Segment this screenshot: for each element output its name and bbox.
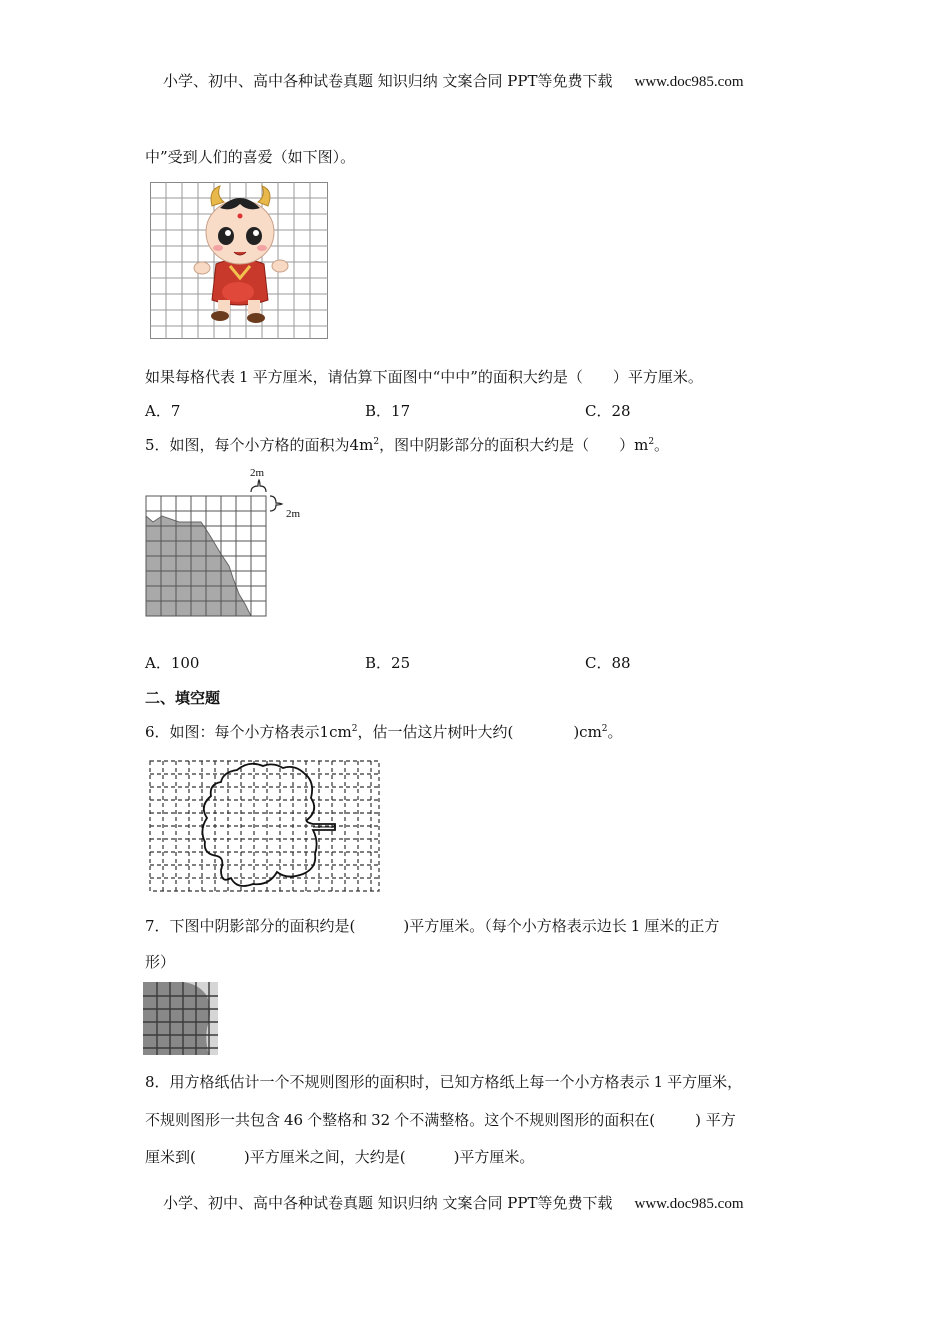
q6-mid: ，估一估这片树叶大约(: [357, 723, 514, 741]
q5-option-b[interactable]: B．25: [365, 654, 411, 672]
q4-question-pre: 如果每格代表: [145, 368, 236, 386]
q5-mid: ，图中阴影部分的面积大约是（: [379, 436, 590, 454]
q7-question-line2: 形）: [145, 953, 176, 971]
q5-option-c[interactable]: C．88: [585, 654, 631, 672]
q5-option-a[interactable]: A．100: [145, 654, 200, 672]
q4-question-mid: 平方厘米，请估算下面图中“中中”的面积大约是（: [252, 368, 583, 386]
q6-pre: 6．如图：每个小方格表示: [145, 723, 320, 741]
q6-end: 。: [607, 723, 623, 741]
q6-leaf-grid-figure: [147, 758, 383, 894]
q7-line1-end: 厘米的正方: [644, 917, 720, 935]
q4-intro: 中”受到人们的喜爱（如下图）。: [145, 148, 356, 166]
q7-shaded-photo-figure: [143, 982, 218, 1055]
q5-side-brace: [270, 496, 282, 511]
q6-leaf-outline: [202, 764, 335, 886]
q8-line2-n2: 32: [371, 1111, 391, 1129]
q4-option-c[interactable]: C．28: [585, 402, 631, 420]
page-footer: [163, 1192, 744, 1213]
q7-shaded-region: [143, 982, 210, 1055]
q5-question: [145, 434, 669, 455]
q7-line1-post: )平方厘米。（每个小方格表示边长: [403, 917, 627, 935]
q8-line2-pre: 不规则图形一共包含: [145, 1111, 281, 1129]
q8-line3-b: )平方厘米之间，大约是(: [243, 1148, 406, 1166]
footer-text: 小学、初中、高中各种试卷真题 知识归纳 文案合同 PPT等免费下载: [163, 1194, 613, 1212]
page-header: [163, 70, 744, 91]
q5-label-side: 2m: [286, 508, 301, 520]
q4-option-a[interactable]: A．7: [145, 402, 181, 420]
q8-line1-num: 1: [653, 1073, 664, 1091]
q5-unit: 4m: [349, 436, 374, 454]
q7-line1-pre: 7．下图中阴影部分的面积约是(: [145, 917, 356, 935]
q4-question: [145, 366, 703, 387]
q8-line2-tail: ) 平方: [695, 1111, 736, 1129]
q4-mascot-grid-figure: [150, 182, 328, 339]
q4-question-num: 1: [239, 368, 249, 386]
q8-line1-pre: 8．用方格纸估计一个不规则图形的面积时，已知方格纸上每一个小方格表示: [145, 1073, 650, 1091]
q5-post-exp: 2: [648, 437, 655, 447]
q6-unit-exp: 2: [351, 724, 358, 734]
q5-end: 。: [654, 436, 670, 454]
q5-label-top: 2m: [250, 467, 265, 479]
q8-line1: [145, 1071, 742, 1092]
q8-line2-n1: 46: [284, 1111, 304, 1129]
header-site: www.doc985.com: [634, 74, 744, 90]
q8-line2-end: 个不满整格。这个不规则图形的面积在(: [394, 1111, 656, 1129]
q8-line2-mid: 个整格和: [307, 1111, 368, 1129]
q5-unit-exp: 2: [373, 437, 380, 447]
q5-shaded-grid-figure: [143, 462, 323, 622]
q8-line3-a: 厘米到(: [145, 1148, 196, 1166]
q7-num: 1: [630, 917, 641, 935]
header-text: 小学、初中、高中各种试卷真题 知识归纳 文案合同 PPT等免费下载: [163, 72, 613, 90]
q4-option-b[interactable]: B．17: [365, 402, 411, 420]
section-2-title: 二、填空题: [145, 689, 221, 707]
q8-line1-end: 平方厘米，: [667, 1073, 743, 1091]
q8-line3-c: )平方厘米。: [453, 1148, 535, 1166]
q6-post-exp: 2: [601, 724, 608, 734]
q5-post: ）m: [619, 436, 649, 454]
q8-line2: [145, 1109, 736, 1130]
q7-question-line1: [145, 915, 719, 936]
q6-question: [145, 721, 623, 742]
q8-line3: [145, 1146, 534, 1167]
q5-pre: 5．如图，每个小方格的面积为: [145, 436, 350, 454]
q6-post: )cm: [573, 723, 602, 741]
q4-question-post: ）平方厘米。: [612, 368, 703, 386]
q5-top-brace: [251, 480, 266, 492]
footer-site: www.doc985.com: [634, 1196, 744, 1212]
q6-unit: 1cm: [319, 723, 352, 741]
